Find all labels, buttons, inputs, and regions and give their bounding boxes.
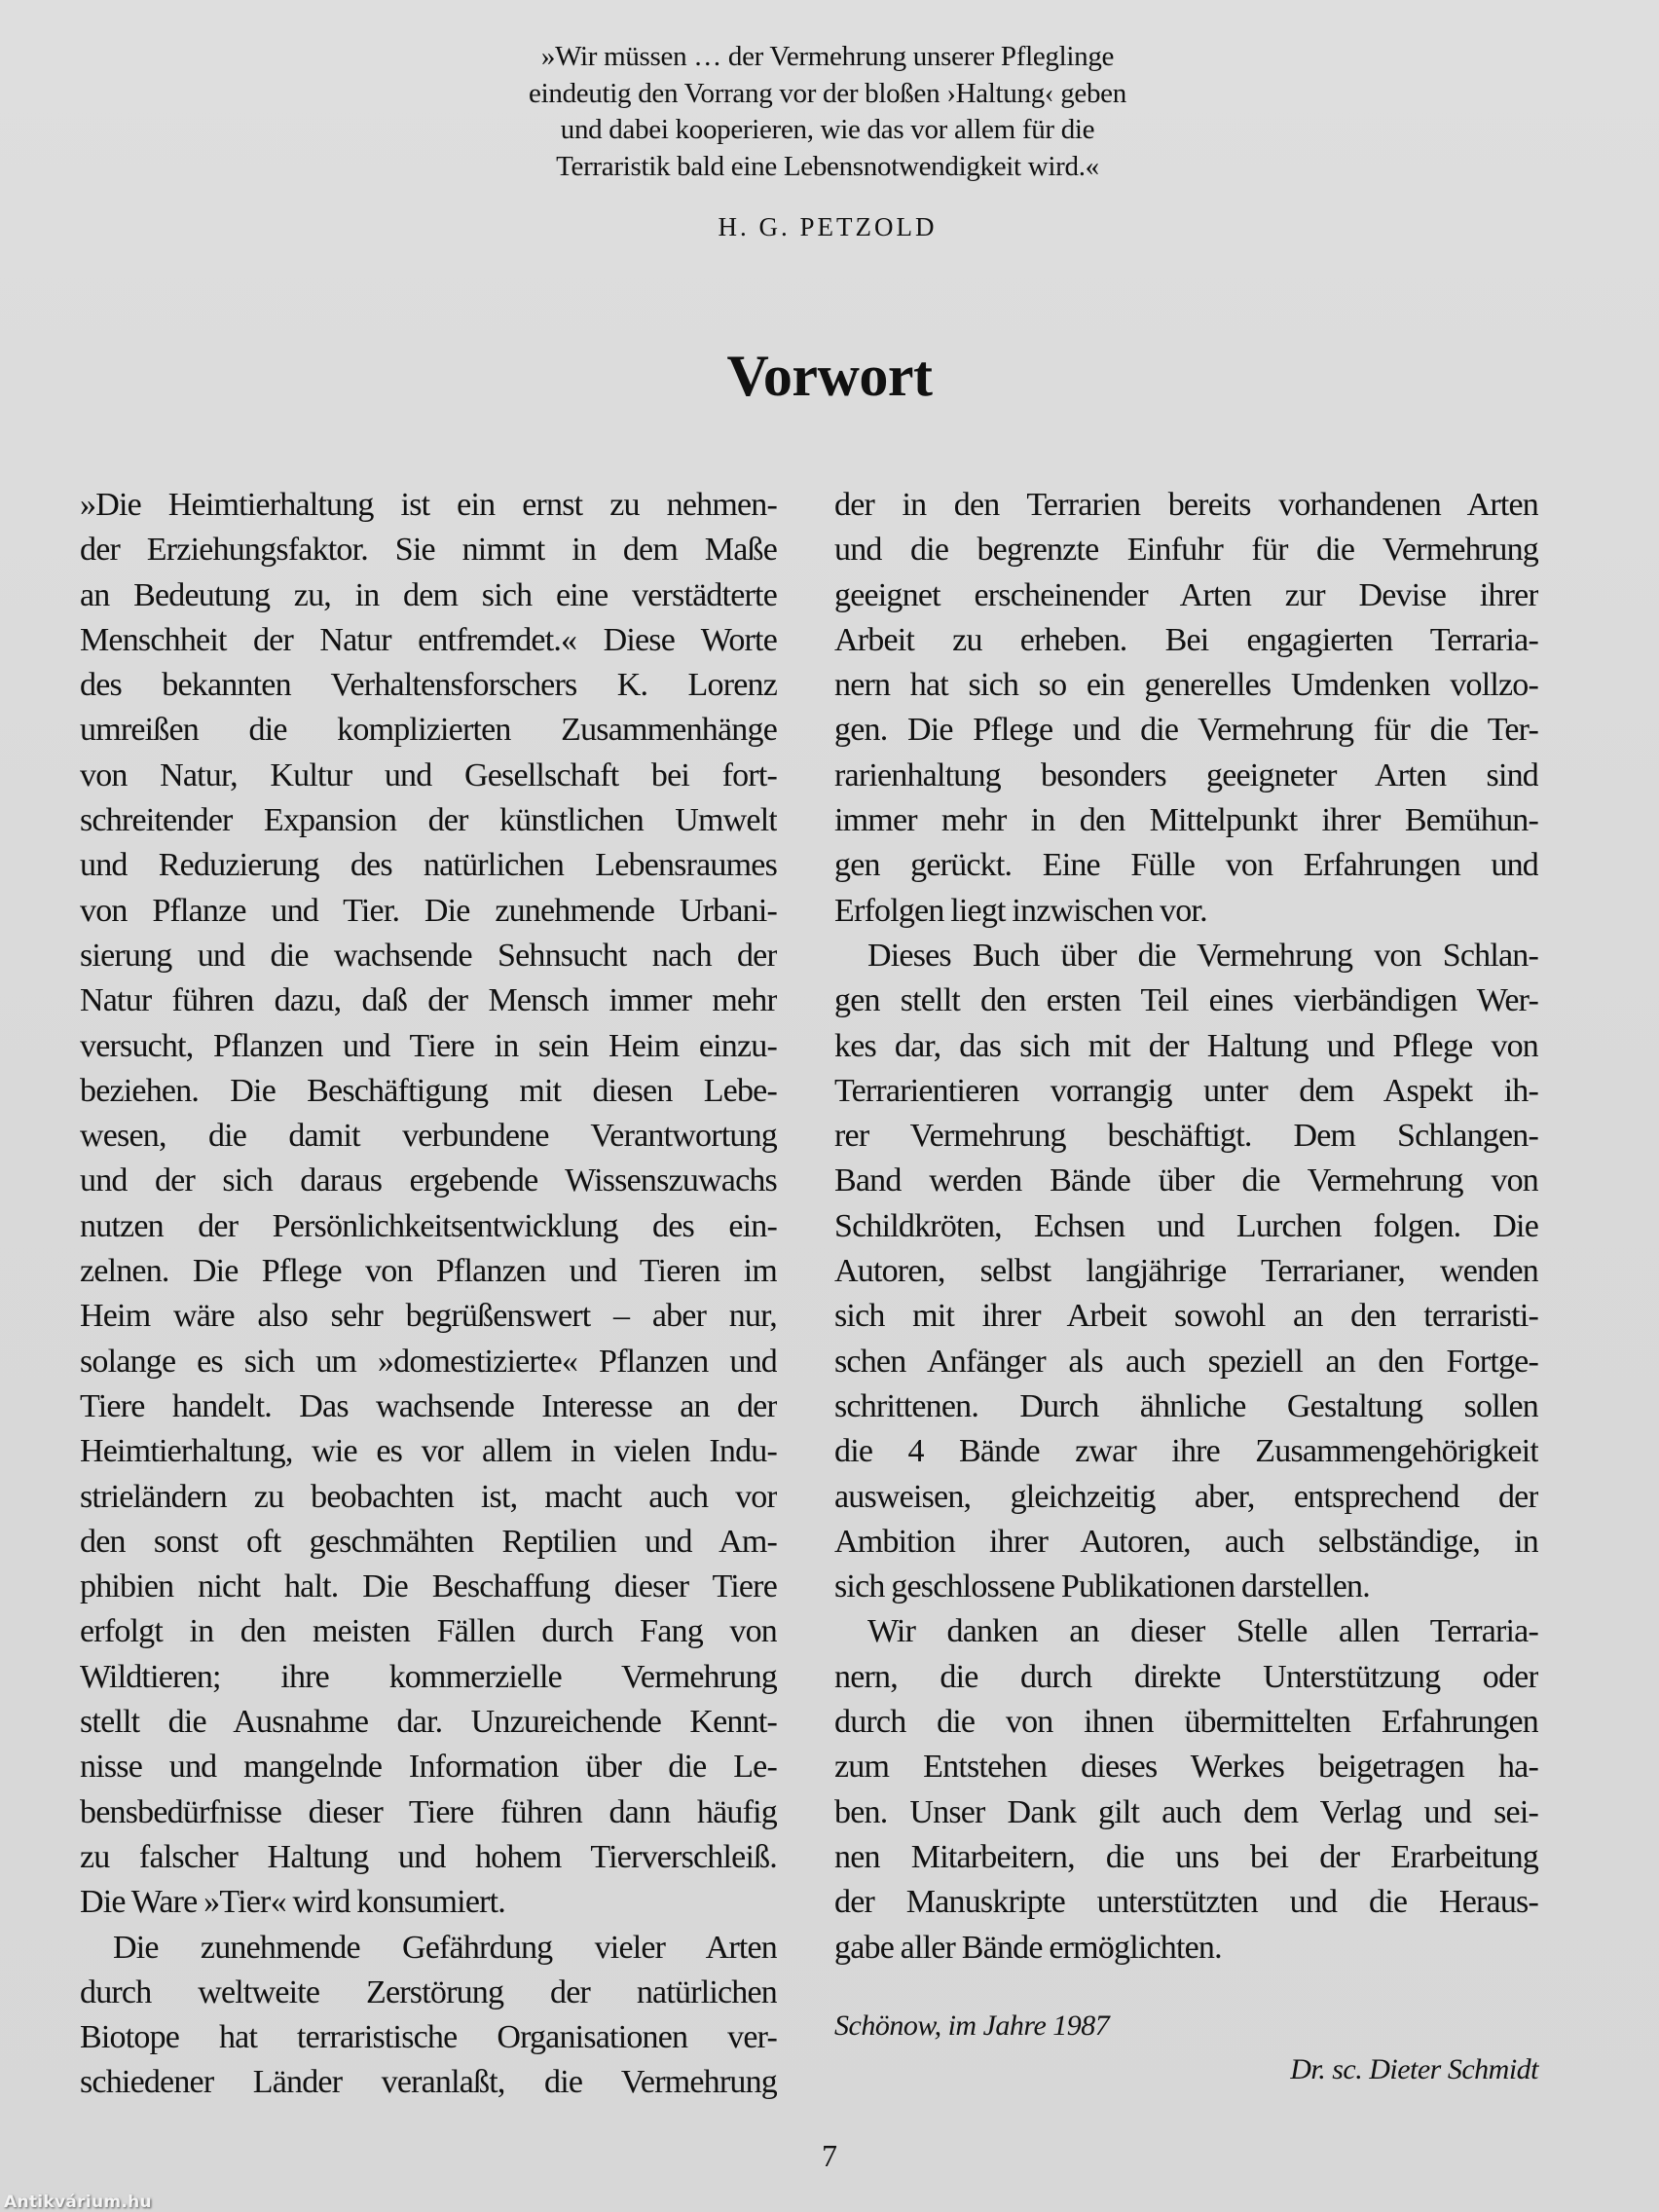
text-line: sierung und die wachsende Sehnsucht nach der [80, 937, 777, 974]
text-line: ben. Unser Dank gilt auch dem Verlag und sei- [834, 1793, 1538, 1830]
text-line: nern, die durch direkte Unterstützung oder [834, 1658, 1538, 1695]
text-line: rer Vermehrung beschäftigt. Dem Schlangen- [834, 1118, 1538, 1155]
epigraph-author: H. G. PETZOLD [718, 212, 938, 241]
text-line: sich geschlossene Publikationen darstellen. [834, 1568, 1370, 1605]
text-line: erfolgt in den meisten Fällen durch Fang von [80, 1613, 777, 1650]
text-line: den sonst oft geschmähten Reptilien und Am- [80, 1523, 777, 1560]
text-line: von Pflanze und Tier. Die zunehmende Urbani- [80, 892, 777, 929]
text-line: der Manuskripte unterstützten und die Heraus- [834, 1884, 1538, 1921]
text-line: Erfolgen liegt inzwischen vor. [834, 892, 1207, 929]
text-line: Dieses Buch über die Vermehrung von Schlan- [867, 937, 1538, 974]
text-line: Heim wäre also sehr begrüßenswert – aber nur, [80, 1298, 777, 1335]
text-line: nen Mitarbeitern, die uns bei der Erarbeitung [834, 1838, 1538, 1875]
text-line: durch weltweite Zerstörung der natürlichen [80, 1973, 777, 2010]
text-line: stellt die Ausnahme dar. Unzureichende Kennt- [80, 1704, 777, 1741]
text-column-left [80, 483, 777, 2106]
text-line: gabe aller Bände ermöglichten. [834, 1929, 1222, 1966]
text-line: von Natur, Kultur und Gesellschaft bei fort- [80, 756, 777, 793]
text-line: Natur führen dazu, daß der Mensch immer mehr [80, 982, 777, 1019]
text-line: ausweisen, gleichzeitig aber, entsprechend der [834, 1478, 1538, 1515]
epigraph-line: eindeutig den Vorrang vor der bloßen ›Haltung‹ geben [529, 77, 1126, 109]
text-line: der in den Terrarien bereits vorhandenen Arten [834, 487, 1538, 523]
text-line: nisse und mangelnde Information über die Le- [80, 1749, 777, 1786]
text-column-right [834, 483, 1538, 1971]
text-line: kes dar, das sich mit der Haltung und Pflege von [834, 1027, 1538, 1064]
text-line: beziehen. Die Beschäftigung mit diesen Lebe- [80, 1072, 777, 1109]
text-line: nutzen der Persönlichkeitsentwicklung des ein- [80, 1207, 777, 1244]
text-line: geeignet erscheinender Arten zur Devise ihrer [834, 576, 1538, 613]
text-line: Biotope hat terraristische Organisationen ver- [80, 2019, 777, 2056]
text-line: und die begrenzte Einfuhr für die Vermehrung [834, 532, 1538, 569]
text-line: phibien nicht halt. Die Beschaffung dieser Tiere [80, 1568, 777, 1605]
text-line: Terrarientieren vorrangig unter dem Aspekt ih- [834, 1072, 1538, 1109]
text-line: Die zunehmende Gefährdung vieler Arten [113, 1929, 777, 1966]
text-line: und Reduzierung des natürlichen Lebensraumes [80, 847, 777, 884]
text-line: Tiere handelt. Das wachsende Interesse an der [80, 1387, 777, 1424]
text-line: Ambition ihrer Autoren, auch selbständige, in [834, 1523, 1538, 1560]
epigraph-line: »Wir müssen … der Vermehrung unserer Pfleglinge [540, 41, 1115, 72]
page-number: 7 [822, 2138, 837, 2173]
text-line: die 4 Bände zwar ihre Zusammengehörigkeit [834, 1433, 1538, 1470]
text-line: zelnen. Die Pflege von Pflanzen und Tieren im [80, 1253, 777, 1290]
text-line: schiedener Länder veranlaßt, die Vermehrung [80, 2064, 777, 2101]
text-line: an Bedeutung zu, in dem sich eine verstädterte [80, 576, 777, 613]
text-line: Schildkröten, Echsen und Lurchen folgen. Die [834, 1207, 1538, 1244]
text-line: gen. Die Pflege und die Vermehrung für die Ter- [834, 712, 1538, 749]
text-line: sich mit ihrer Arbeit sowohl an den terraristi- [834, 1298, 1538, 1335]
text-line: »Die Heimtierhaltung ist ein ernst zu nehmen- [80, 487, 777, 523]
signature: Dr. sc. Dieter Schmidt [1290, 2053, 1538, 2085]
place-date: Schönow, im Jahre 1987 [834, 2009, 1110, 2042]
text-line: des bekannten Verhaltensforschers K. Lorenz [80, 667, 777, 704]
text-line: durch die von ihnen übermittelten Erfahrungen [834, 1704, 1538, 1741]
text-line: rarienhaltung besonders geeigneter Arten sind [834, 756, 1538, 793]
epigraph-line: und dabei kooperieren, wie das vor allem für die [560, 114, 1095, 145]
text-line: versucht, Pflanzen und Tiere in sein Heim einzu- [80, 1027, 777, 1064]
text-line: umreißen die komplizierten Zusammenhänge [80, 712, 777, 749]
text-line: nern hat sich so ein generelles Umdenken vollzo- [834, 667, 1538, 704]
text-line: strieländern zu beobachten ist, macht auch vor [80, 1478, 777, 1515]
text-line: schen Anfänger als auch speziell an den Fortge- [834, 1343, 1538, 1380]
text-line: gen gerückt. Eine Fülle von Erfahrungen und [834, 847, 1538, 884]
text-line: Wildtieren; ihre kommerzielle Vermehrung [80, 1658, 777, 1695]
text-line: immer mehr in den Mittelpunkt ihrer Bemühun- [834, 802, 1538, 839]
text-line: Die Ware »Tier« wird konsumiert. [80, 1884, 505, 1921]
epigraph-line: Terraristik bald eine Lebensnotwendigkeit wird.« [556, 150, 1099, 182]
text-line: Menschheit der Natur entfremdet.« Diese Worte [80, 621, 777, 658]
text-line: zu falscher Haltung und hohem Tierverschleiß. [80, 1838, 777, 1875]
text-line: wesen, die damit verbundene Verantwortung [80, 1118, 777, 1155]
text-line: zum Entstehen dieses Werkes beigetragen ha- [834, 1749, 1538, 1786]
text-line: Heimtierhaltung, wie es vor allem in vielen Indu- [80, 1433, 777, 1470]
text-line: und der sich daraus ergebende Wissenszuwachs [80, 1162, 777, 1199]
text-line: Band werden Bände über die Vermehrung von [834, 1162, 1538, 1199]
text-line: Autoren, selbst langjährige Terrarianer, wenden [834, 1253, 1538, 1290]
text-line: gen stellt den ersten Teil eines vierbändigen Wer- [834, 982, 1538, 1019]
epigraph-quote [428, 39, 1227, 185]
text-line: Arbeit zu erheben. Bei engagierten Terraria- [834, 621, 1538, 658]
watermark: Antikvárium.hu [4, 2193, 152, 2212]
text-line: schreitender Expansion der künstlichen Umwelt [80, 802, 777, 839]
text-line: der Erziehungsfaktor. Sie nimmt in dem Maße [80, 532, 777, 569]
text-line: Wir danken an dieser Stelle allen Terraria- [867, 1613, 1538, 1650]
text-line: solange es sich um »domestizierte« Pflanzen und [80, 1343, 777, 1380]
text-line: bensbedürfnisse dieser Tiere führen dann häufig [80, 1793, 777, 1830]
page-title: Vorwort [726, 344, 933, 408]
text-line: schrittenen. Durch ähnliche Gestaltung sollen [834, 1387, 1538, 1424]
